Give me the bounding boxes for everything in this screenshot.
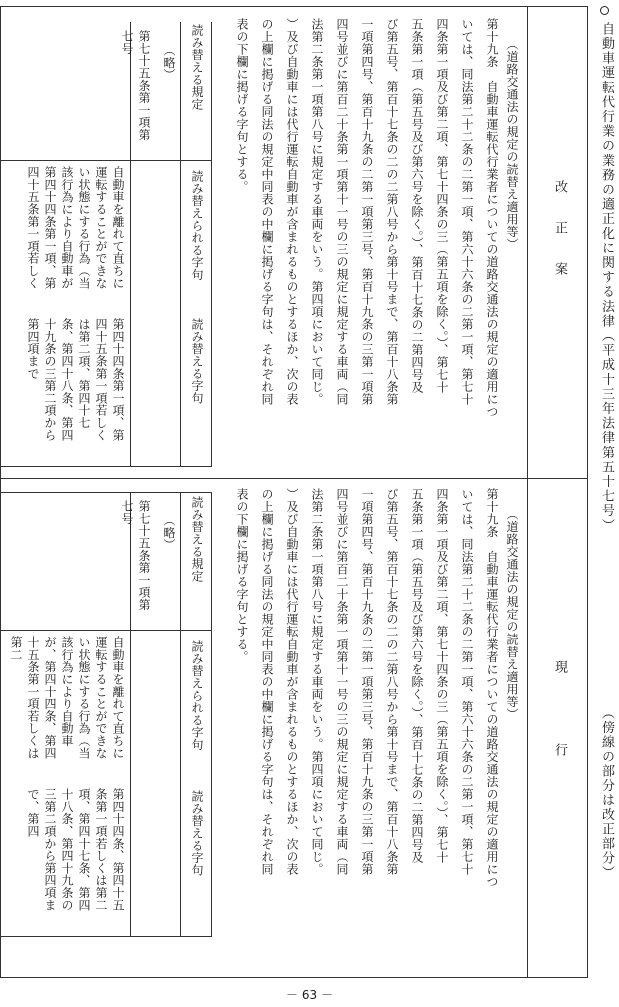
- revised-line-1: 第十九条 自動車運転代行業者についての道路交通法の規定の適用につ: [485, 18, 499, 418]
- current-col2-header: 読み替えられる字句: [190, 640, 204, 751]
- current-line-4: 五条第一項（第五号及び第六号を除く。）、第百十七条の二第四号及: [410, 488, 424, 864]
- underline-note: （傍線の部分は改正部分）: [599, 706, 614, 880]
- current-line-6: 一項第四号、第百十九条の二第一項第三号、第百十九条の三第一項第: [360, 488, 374, 876]
- current-line-8: 法第二条第一項第八号に規定する車両をいう。第四項において同じ。: [310, 488, 324, 876]
- page-number: － 63 －: [286, 988, 333, 1002]
- current-line-11: 表の下欄に掲げる字句とする。: [235, 488, 249, 663]
- revised-line-10: の上欄に掲げる同法の規定中同表の中欄に掲げる字句は、それぞれ同: [260, 18, 274, 406]
- current-row-replaced-phrase: 自動車を離れて直ちに運転することができない状態にする行為（当該行為により自動車が、第四十四条、第四十五条第一項若しくは第二: [9, 636, 125, 759]
- revised-line-11: 表の下欄に掲げる字句とする。: [235, 18, 249, 193]
- current-paragraph: [230, 488, 500, 928]
- law-title: 自動車運転代行業の業務の適正化に関する法律（平成十三年法律第五十七号）: [599, 22, 614, 533]
- revised-omitted-row: （略）: [162, 44, 176, 81]
- revised-line-8: 法第二条第一項第八号に規定する車両をいう。第四項において同じ。: [310, 18, 324, 406]
- revised-line-5: び第五号、第百十七条の二の二第八号から第十号まで、第百十八条第: [385, 18, 399, 406]
- current-col3-header: 読み替える字句: [190, 790, 204, 877]
- header-current: 現行: [552, 660, 567, 826]
- revised-line-6: 一項第四号、第百十九条の二第一項第三号、第百十九条の三第一項第: [360, 18, 374, 406]
- current-line-10: の上欄に掲げる同法の規定中同表の中欄に掲げる字句は、それぞれ同: [260, 488, 274, 876]
- revised-line-9: ）及び自動車には代行運転自動車が含まれるものとするほか、次の表: [285, 18, 299, 406]
- current-row-replacement-phrase: 第四十四条、第四十五条第一項若しくは第二項、第四十七条、第四十八条、第四十九条の三第二項から第四項まで、第四: [26, 788, 125, 911]
- current-row-provision: 第七十五条第一項第七号: [120, 500, 151, 611]
- revised-paragraph: [230, 18, 500, 458]
- revised-row-replacement-phrase: 第四十四条第一項、第四十五条第一項若しくは第二項、第四十七条、第四十八条、第四十九条の三第二項から第四項まで: [26, 318, 125, 441]
- current-line-9: ）及び自動車には代行運転自動車が含まれるものとするほか、次の表: [285, 488, 299, 876]
- header-column-divider: [527, 6, 528, 978]
- revised-table-col-divider-2: [180, 22, 181, 467]
- current-table-header-line: [0, 630, 212, 631]
- revised-col3-header: 読み替える字句: [190, 318, 204, 405]
- revised-heading: （道路交通法の規定の読替え適用等）: [505, 38, 519, 251]
- current-line-7: 四号並びに第百二十条第一項第十一号の三の規定に規定する車両（同: [335, 488, 349, 876]
- revised-col2-header: 読み替えられる字句: [190, 170, 204, 281]
- revised-line-2: いては、同法第二十二条の二第一項、第六十六条の二第一項、第七十: [460, 18, 474, 406]
- current-line-3: 四条第一項及び第二項、第七十四条の三（第五項を除く。）、第七十: [435, 488, 449, 864]
- current-col1-header: 読み替える規定: [190, 496, 204, 583]
- header-revised: 改正案: [552, 180, 567, 303]
- current-line-1: 第十九条 自動車運転代行業者についての道路交通法の規定の適用につ: [485, 488, 499, 888]
- revised-line-7: 四号並びに第百二十条第一項第十一号の三の規定に規定する車両（同: [335, 18, 349, 406]
- current-table-col-divider-2: [180, 492, 181, 937]
- bullet-circle-icon: [600, 6, 609, 15]
- current-omitted-row: （略）: [162, 514, 176, 551]
- current-heading: （道路交通法の規定の読替え適用等）: [505, 508, 519, 721]
- current-line-5: び第五号、第百十七条の二の二第八号から第十号まで、第百十八条第: [385, 488, 399, 876]
- revised-row-provision: 第七十五条第一項第七号: [120, 30, 151, 141]
- revised-row-replaced-phrase: 自動車を離れて直ちに運転することができない状態にする行為（当該行為により自動車が第四十四条第一項、第四十五条第一項若しく: [26, 166, 125, 289]
- revised-table-header-line: [0, 160, 212, 161]
- current-line-2: いては、同法第二十二条の二第一項、第六十六条の二第一項、第七十: [460, 488, 474, 876]
- half-divider: [0, 478, 588, 479]
- revised-line-4: 五条第一項（第五号及び第六号を除く。）、第百十七条の二第四号及: [410, 18, 424, 394]
- revised-col1-header: 読み替える規定: [190, 24, 204, 111]
- revised-line-3: 四条第一項及び第二項、第七十四条の三（第五項を除く。）、第七十: [435, 18, 449, 394]
